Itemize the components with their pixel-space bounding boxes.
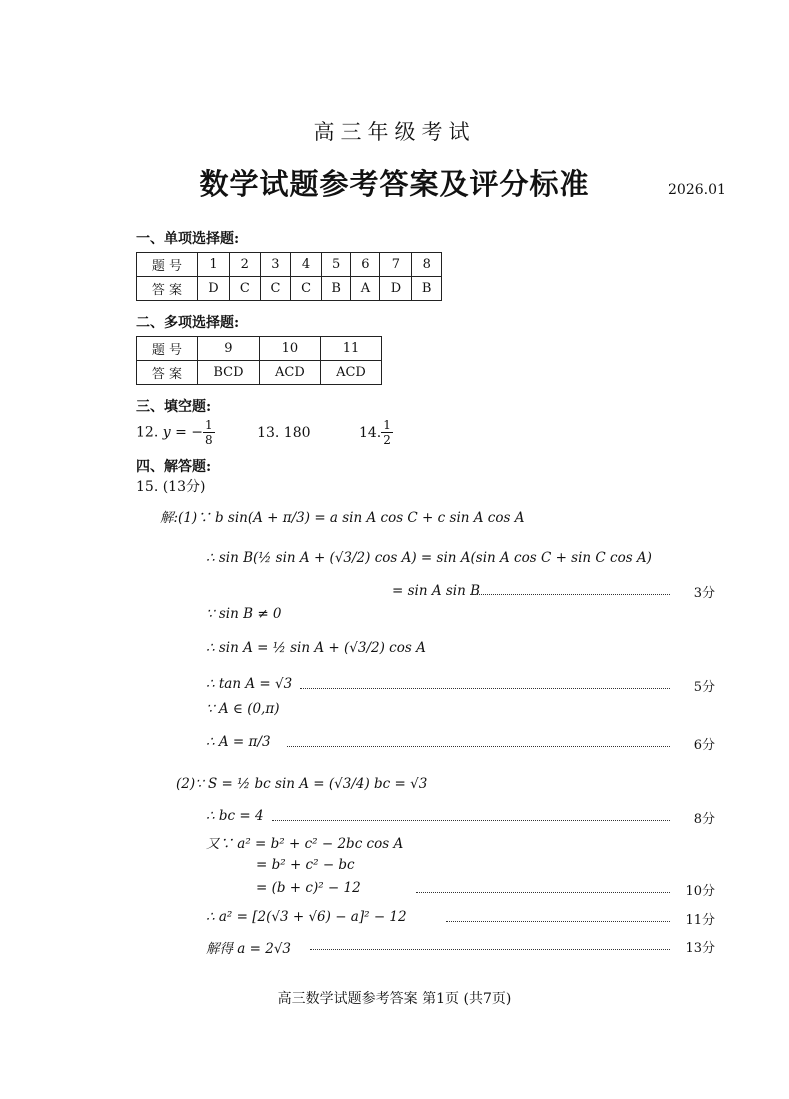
- solution-line: = sin A sin B: [392, 583, 481, 599]
- table-cell: C: [229, 277, 260, 301]
- problem15-heading: 15. (13分): [136, 479, 206, 495]
- score-leader: [310, 949, 670, 950]
- section-multi-choice: 二、多项选择题:: [136, 315, 240, 331]
- q12-label: 12.: [136, 424, 159, 441]
- q12-expr: y = −: [162, 424, 203, 441]
- table-cell: 5: [321, 253, 351, 277]
- q12-denominator: 8: [205, 433, 213, 447]
- score-leader: [300, 688, 670, 689]
- q14-label: 14.: [358, 424, 382, 441]
- single-choice-table: [136, 252, 442, 301]
- table-cell: 9: [198, 337, 260, 361]
- solution-line: ∵ sin B ≠ 0: [206, 606, 282, 622]
- table-row: [137, 361, 382, 385]
- table-cell: D: [198, 277, 230, 301]
- score-leader: [272, 820, 670, 821]
- table-cell: BCD: [198, 361, 260, 385]
- solution-line: ∴ A = π/3: [206, 734, 271, 750]
- table-cell: D: [380, 277, 412, 301]
- section-single-choice: 一、单项选择题:: [136, 231, 240, 247]
- table-cell: 11: [320, 337, 381, 361]
- table-cell: ACD: [320, 361, 381, 385]
- score-leader: [287, 746, 670, 747]
- solution-line: (2)∵ S = ½ bc sin A = (√3/4) bc = √3: [176, 776, 428, 792]
- row-label: 答 案: [137, 361, 198, 385]
- q13-answer: 13. 180: [257, 424, 311, 441]
- solution-line: ∴ sin B(½ sin A + (√3/2) cos A) = sin A(sin A cos C + sin C cos A): [206, 550, 652, 566]
- solution-line: ∴ a² = [2(√3 + √6) − a]² − 12: [206, 909, 407, 925]
- score-label: 5分: [693, 680, 715, 695]
- score-label: 11分: [685, 913, 715, 928]
- table-cell: 1: [198, 253, 230, 277]
- solution-line: ∵ A ∈ (0,π): [206, 701, 280, 717]
- solution-line: ∴ sin A = ½ sin A + (√3/2) cos A: [206, 640, 426, 656]
- solution-line: 解得 a = 2√3: [206, 941, 292, 957]
- q14-fraction: [381, 418, 393, 447]
- document-date: 2026.01: [668, 182, 726, 198]
- score-leader: [416, 892, 670, 893]
- table-cell: 8: [412, 253, 442, 277]
- exam-heading: 高三年级考试: [313, 120, 476, 144]
- table-cell: C: [291, 277, 322, 301]
- score-leader: [470, 594, 670, 595]
- q14-denominator: 2: [383, 433, 391, 447]
- solution-line: = b² + c² − bc: [256, 857, 355, 873]
- q14-numerator: 1: [383, 418, 391, 432]
- page-footer: 高三数学试题参考答案 第1页 (共7页): [277, 991, 512, 1007]
- solution-line: 又∵ a² = b² + c² − 2bc cos A: [206, 836, 404, 852]
- multi-choice-table: [136, 336, 382, 385]
- score-label: 3分: [693, 586, 715, 601]
- table-row: [137, 277, 442, 301]
- solution-line: 解:(1)∵ b sin(A + π/3) = a sin A cos C + c sin A cos A: [160, 510, 525, 526]
- document-title: 数学试题参考答案及评分标准: [199, 167, 590, 201]
- table-cell: 3: [260, 253, 291, 277]
- table-cell: B: [412, 277, 442, 301]
- q12-numerator: 1: [205, 418, 213, 432]
- table-cell: A: [351, 277, 380, 301]
- table-row: [137, 253, 442, 277]
- score-label: 10分: [685, 884, 715, 899]
- q12-fraction: [203, 418, 215, 447]
- solution-line: ∴ bc = 4: [206, 808, 264, 824]
- row-label: 题 号: [137, 253, 198, 277]
- table-cell: B: [321, 277, 351, 301]
- row-label: 答 案: [137, 277, 198, 301]
- score-label: 8分: [693, 812, 715, 827]
- score-label: 13分: [685, 941, 715, 956]
- section-solutions: 四、解答题:: [136, 459, 212, 475]
- table-cell: ACD: [259, 361, 320, 385]
- score-leader: [446, 921, 670, 922]
- table-row: [137, 337, 382, 361]
- table-cell: 10: [259, 337, 320, 361]
- table-cell: 6: [351, 253, 380, 277]
- score-label: 6分: [693, 738, 715, 753]
- table-cell: 7: [380, 253, 412, 277]
- section-fill-blank: 三、填空题:: [136, 399, 212, 415]
- solution-line: ∴ tan A = √3: [206, 676, 293, 692]
- table-cell: 4: [291, 253, 322, 277]
- table-cell: C: [260, 277, 291, 301]
- row-label: 题 号: [137, 337, 198, 361]
- fill-blank-answers: [136, 418, 393, 447]
- solution-line: = (b + c)² − 12: [256, 880, 361, 896]
- table-cell: 2: [229, 253, 260, 277]
